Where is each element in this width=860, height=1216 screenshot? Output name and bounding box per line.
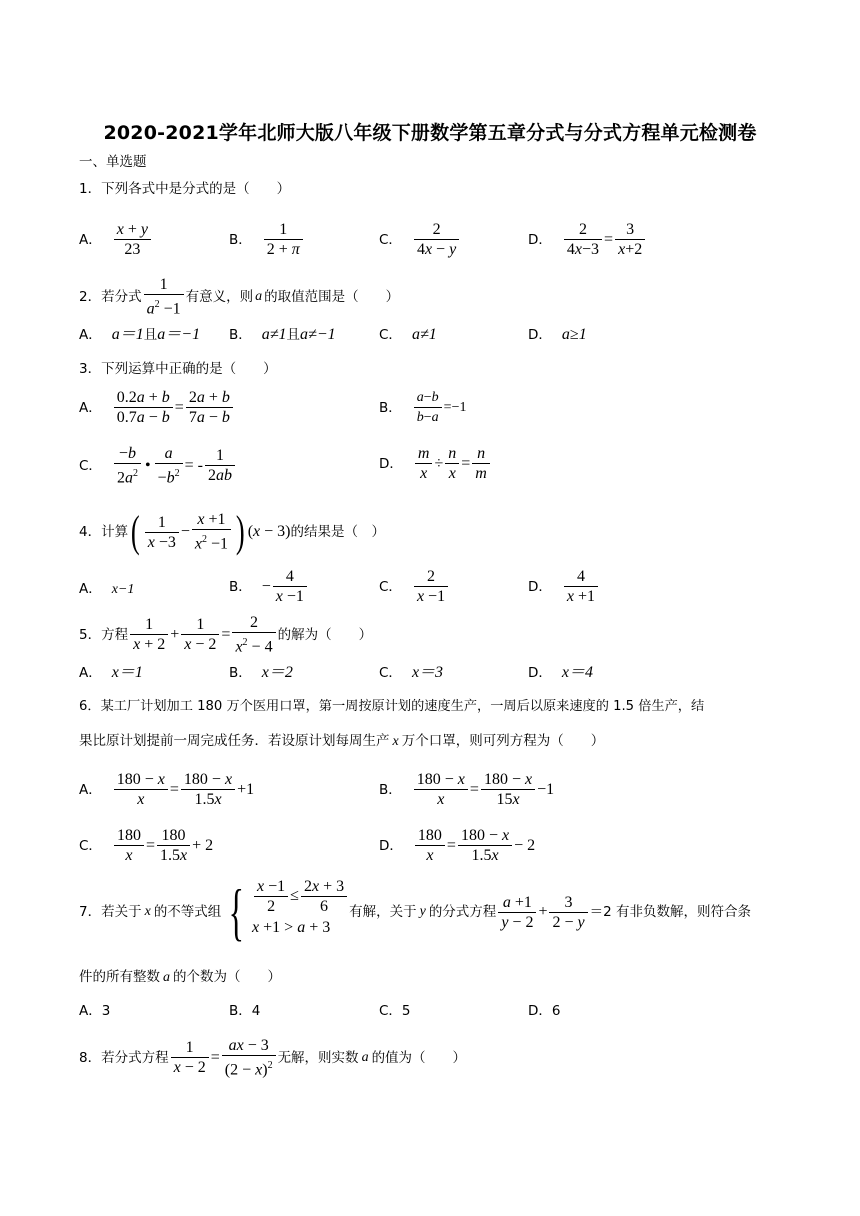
q6-option-d: D． $\frac{180}{x}$ = $\frac{180 - x}{1.5x}$ − 2 [379,827,536,864]
q7-option-a: A．3 [79,1003,111,1019]
q2-option-a: A． a＝1且a＝−1 [79,326,201,343]
q4-option-d: D． $\frac{4}{x +1}$ [528,567,600,606]
q3-option-c: C． $\frac{-b}{2a^2}$ • $\frac{a}{-b^2}$ = - $\frac{1}{2ab}$ [79,444,237,487]
question-2-stem: 2．若分式 $\frac{1}{a^2 -1}$ 有意义，则 a 的取值范围是（ ） [79,276,400,318]
q5-option-a: A． x＝1 [79,664,143,681]
q1-option-a: A． $\frac{x + y}{23}$ [79,220,153,259]
question-6-line-2: 果比原计划提前一周完成任务．若设原计划每周生产 x 万个口罩，则可列方程为（ ） [79,733,605,749]
q5-option-d: D． x＝4 [528,664,594,681]
question-1-stem: 1．下列各式中是分式的是（ ） [79,181,291,197]
question-6-line-1: 6．某工厂计划加工 180 万个医用口罩，第一周按原计划的速度生产，一周后以原来速度的 1.5 倍生产，结 [79,699,705,714]
q4-option-c: C． $\frac{2}{x -1}$ [379,567,450,606]
q3-option-b: B． $\frac{a-b}{b-a}$ =−1 [379,390,467,425]
page-title: 2020-2021学年北师大版八年级下册数学第五章分式与分式方程单元检测卷 [103,122,757,144]
q6-option-b: B． $\frac{180 - x}{x}$ = $\frac{180 - x}{15x}$ −1 [379,771,555,808]
q4-option-a: A． x−1 [79,581,135,597]
q1-option-d: D． $\frac{2}{4x-3}$ = $\frac{3}{x+2}$ [528,220,647,259]
question-8-stem: 8．若分式方程 $\frac{1}{x - 2}$ = $\frac{ax - 3}{(2 - x)^2}$ 无解，则实数 a 的值为（ ） [79,1037,467,1079]
section-heading: 一、单选题 [79,154,147,170]
q2-option-b: B． a≠1且a≠−1 [229,326,336,343]
q4-option-b: B． − $\frac{4}{x -1}$ [229,567,309,606]
q3-option-d: D． $\frac{m}{x}$ ÷ $\frac{n}{x}$ = $\frac{n}{m}$ [379,444,492,483]
q2-option-c: C． a≠1 [379,326,437,343]
question-7-line-2: 件的所有整数 a 的个数为（ ） [79,969,281,985]
q5-option-b: B． x＝2 [229,664,293,681]
question-5-stem: 5．方程 $\frac{1}{x + 2}$ + $\frac{1}{x - 2}$ = $\frac{2}{x^2 - 4}$ 的解为（ ） [79,614,373,656]
q7-option-d: D．6 [528,1003,561,1019]
q2-option-d: D． a≥1 [528,326,587,343]
q6-option-a: A． $\frac{180 - x}{x}$ = $\frac{180 - x}{1.5x}$ +1 [79,771,255,808]
q1-option-c: C． $\frac{2}{4x - y}$ [379,220,461,259]
q1-option-b: B． $\frac{1}{2 + \pi}$ [229,220,305,259]
q3-option-a: A． $\frac{0.2a + b}{0.7a - b}$ = $\frac{2a + b}{7a - b}$ [79,388,235,427]
q7-option-c: C．5 [379,1003,411,1019]
q6-option-c: C． $\frac{180}{x}$ = $\frac{180}{1.5x}$ + 2 [79,827,214,864]
q5-option-c: C． x＝3 [379,664,444,681]
q7-option-b: B．4 [229,1003,261,1019]
question-3-stem: 3．下列运算中正确的是（ ） [79,361,277,377]
question-4-stem: 4．计算 ( $\frac{1}{x -3}$ − $\frac{x +1}{x^2 -1}$ ) (x − 3) 的结果是（ ） [79,507,386,556]
question-7-stem: 7．若关于 x 的不等式组 { $\frac{x -1}{2}$ ≤ $\frac{2x + 3}{6}$ x +1 > a + 3 有解，关于 y 的分式方程 $\frac{a +1}{y - 2}$ + $\frac{3}{2 - y}$ ＝2 有非负数解，则符合条 [79,876,752,947]
inequality-system: $\frac{x -1}{2}$ ≤ $\frac{2x + 3}{6}$ x +1 > a + 3 [252,880,349,944]
